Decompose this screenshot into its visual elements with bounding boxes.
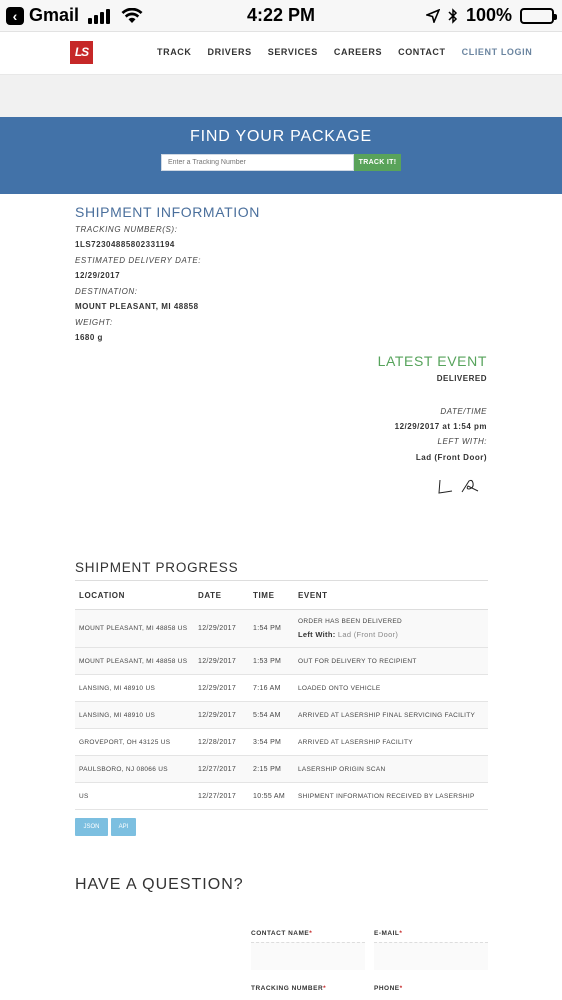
bluetooth-icon: [448, 8, 458, 24]
wifi-icon: [121, 8, 143, 24]
email-label-text: E-MAIL: [374, 930, 400, 937]
row-date: 12/28/2017: [198, 729, 253, 756]
col-date: DATE: [198, 581, 253, 610]
header-texture: [0, 74, 562, 117]
tracking-number-input[interactable]: [161, 154, 354, 171]
nav-track[interactable]: TRACK: [157, 47, 192, 57]
contact-name-field[interactable]: [251, 942, 365, 970]
row-date: 12/29/2017: [198, 610, 253, 648]
shipment-progress-title: SHIPMENT PROGRESS: [75, 560, 239, 575]
find-title: FIND YOUR PACKAGE: [190, 128, 372, 145]
battery-percent: 100%: [465, 5, 512, 25]
row-date: 12/29/2017: [198, 702, 253, 729]
nav-client-login[interactable]: CLIENT LOGIN: [461, 47, 533, 57]
required-mark: *: [399, 985, 403, 992]
est-delivery-value: 12/29/2017: [75, 271, 121, 280]
row-location: GROVEPORT, OH 43125 US: [75, 729, 198, 756]
latest-event-status: DELIVERED: [436, 374, 487, 383]
email-field[interactable]: [374, 942, 488, 970]
row-event: LOADED ONTO VEHICLE: [298, 675, 488, 702]
row-location: LANSING, MI 48910 US: [75, 702, 198, 729]
back-chevron-icon: ‹: [6, 7, 24, 25]
nav-contact[interactable]: CONTACT: [398, 47, 446, 57]
table-row: [75, 648, 488, 675]
row-date: 12/29/2017: [198, 675, 253, 702]
row-event: SHIPMENT INFORMATION RECEIVED BY LASERSHIP: [298, 783, 488, 810]
back-app-label: Gmail: [29, 5, 80, 25]
row-left-with-value: Lad (Front Door): [337, 630, 399, 639]
phone-label-text: PHONE: [374, 985, 400, 992]
row-time: 1:54 PM: [253, 610, 298, 648]
col-event: EVENT: [298, 581, 488, 610]
row-left-with: [298, 630, 488, 639]
required-mark: *: [323, 985, 327, 992]
row-time: 10:55 AM: [253, 783, 298, 810]
row-time: 3:54 PM: [253, 729, 298, 756]
datetime-value: 12/29/2017 at 1:54 pm: [394, 422, 487, 431]
est-delivery-label: ESTIMATED DELIVERY DATE:: [75, 256, 202, 265]
left-with-label: LEFT WITH:: [437, 437, 487, 446]
table-row: [75, 756, 488, 783]
row-date: 12/27/2017: [198, 783, 253, 810]
left-with-value: Lad (Front Door): [415, 453, 487, 462]
site-header: [0, 33, 562, 73]
row-location: MOUNT PLEASANT, MI 48858 US: [75, 648, 198, 675]
row-time: 1:53 PM: [253, 648, 298, 675]
row-location: MOUNT PLEASANT, MI 48858 US: [75, 610, 198, 648]
col-location: LOCATION: [75, 581, 198, 610]
tracking-number-label: TRACKING NUMBER(S):: [75, 225, 178, 234]
table-row: [75, 729, 488, 756]
row-date: 12/27/2017: [198, 756, 253, 783]
row-location: PAULSBORO, NJ 08066 US: [75, 756, 198, 783]
destination-value: MOUNT PLEASANT, MI 48858: [75, 302, 199, 311]
tracking-number-form-label: [251, 985, 326, 992]
row-event: LASERSHIP ORIGIN SCAN: [298, 756, 488, 783]
battery-icon: [520, 8, 554, 24]
row-time: 2:15 PM: [253, 756, 298, 783]
json-button[interactable]: JSON: [75, 818, 108, 836]
row-event: ARRIVED AT LASERSHIP FACILITY: [298, 729, 488, 756]
ios-status-bar: [0, 0, 562, 32]
phone-label: [374, 985, 403, 992]
lasership-logo[interactable]: LS: [70, 41, 93, 64]
track-it-button[interactable]: TRACK IT!: [354, 154, 401, 171]
required-mark: *: [309, 930, 313, 937]
row-date: 12/29/2017: [198, 648, 253, 675]
contact-name-label: [251, 930, 312, 937]
email-label: [374, 930, 402, 937]
contact-name-label-text: CONTACT NAME: [251, 930, 310, 937]
tracking-number-value: 1LS72304885802331194: [75, 240, 175, 249]
row-time: 7:16 AM: [253, 675, 298, 702]
row-location: US: [75, 783, 198, 810]
nav-drivers[interactable]: DRIVERS: [207, 47, 252, 57]
latest-event-title: LATEST EVENT: [377, 353, 487, 369]
required-mark: *: [399, 930, 403, 937]
api-button[interactable]: API: [111, 818, 136, 836]
tracking-number-form-label-text: TRACKING NUMBER: [251, 985, 324, 992]
table-row: [75, 675, 488, 702]
back-to-app[interactable]: [6, 5, 143, 26]
nav-services[interactable]: SERVICES: [267, 47, 318, 57]
question-title: HAVE A QUESTION?: [75, 876, 244, 893]
find-package-section: [0, 117, 562, 194]
shipment-progress-table: [75, 580, 488, 810]
row-event-text: ORDER HAS BEEN DELIVERED: [298, 618, 403, 625]
col-time: TIME: [253, 581, 298, 610]
weight-value: 1680 g: [75, 333, 103, 342]
table-row: [75, 783, 488, 810]
row-event: ARRIVED AT LASERSHIP FINAL SERVICING FACILITY: [298, 702, 488, 729]
row-event: OUT FOR DELIVERY TO RECIPIENT: [298, 648, 488, 675]
row-left-with-label: Left With:: [298, 630, 336, 639]
delivery-signature-image: [436, 476, 486, 498]
main-nav: [157, 47, 532, 57]
shipment-info-title: SHIPMENT INFORMATION: [75, 204, 260, 220]
row-location: LANSING, MI 48910 US: [75, 675, 198, 702]
status-time: 4:22 PM: [246, 5, 316, 25]
table-row: [75, 610, 488, 648]
cellular-signal-icon: [88, 8, 110, 24]
row-time: 5:54 AM: [253, 702, 298, 729]
destination-label: DESTINATION:: [75, 287, 138, 296]
table-row: [75, 702, 488, 729]
location-arrow-icon: [426, 9, 440, 23]
weight-label: WEIGHT:: [75, 318, 113, 327]
row-event: [298, 610, 488, 648]
datetime-label: DATE/TIME: [440, 407, 487, 416]
nav-careers[interactable]: CAREERS: [333, 47, 383, 57]
